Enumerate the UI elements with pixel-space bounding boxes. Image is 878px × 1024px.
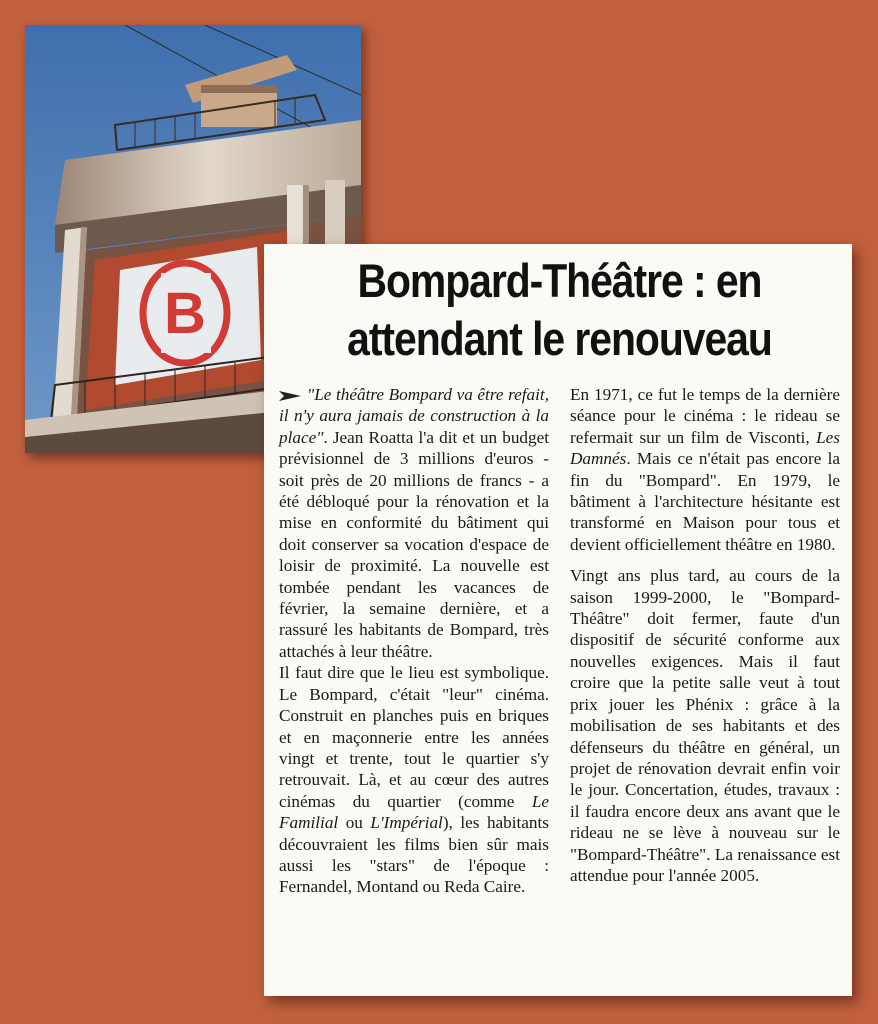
cinema-name-1: Le Familial: [279, 791, 549, 833]
paragraph-3: [570, 384, 840, 555]
paragraph-1: [279, 384, 549, 662]
sign-letter: B: [164, 281, 206, 346]
headline: [315, 252, 803, 368]
column-left: [279, 384, 549, 898]
paragraph-2-text-a: Il faut dire que le lieu est symbolique. Le Bompard, c'était "leur" cinéma. Construit en planches puis en briques et en maçonnerie entre les années vingt et trente, tout le quartier s'y retrouvait. Là, et au cœur des autres cinémas du quartier (comme: [279, 663, 549, 811]
newspaper-clipping: [264, 244, 852, 996]
paragraph-3-text-b: . Mais ce n'était pas encore la fin du "Bompard". En 1979, le bâtiment à l'architecture hésitante est transformé en Maison pour tous et devient officiellement théâtre en 1980.: [570, 449, 840, 554]
paragraph-1-text: . Jean Roatta l'a dit et un budget prévisionnel de 3 millions d'euros - soit près de 20 millions de francs - a été débloqué pour la rénovation et la mise en conformité du bâtiment qui doit conserver sa vocation d'espace de loisir de proximité. La nouvelle est tombée pendant les vacances de février, la semaine dernière, et a rassuré les habitants de Bompard, très attachés à leur théâtre.: [279, 427, 549, 661]
lead-quote: "Le théâtre Bompard va être refait, il n'y aura jamais de construction à la place": [279, 385, 549, 447]
arrow-bullet-icon: [279, 391, 301, 401]
cinema-name-2: L'Impérial: [370, 813, 443, 833]
paragraph-2: [279, 662, 549, 897]
headline-line-2: attendant le renouveau: [347, 312, 772, 365]
paragraph-2-text-b: ou: [338, 813, 371, 833]
article-body: [279, 384, 840, 898]
paragraph-2-text-c: ), les habitants découvraient les films bien sûr mais aussi les "stars" de l'époque : Fernandel, Montand ou Reda Caire.: [279, 813, 549, 897]
paragraph-4: Vingt ans plus tard, au cours de la saison 1999-2000, le "Bompard-Théâtre" doit fermer, faute d'un dispositif de sécurité conforme aux nouvelles exigences. Mais il faut croire que la petite salle veut à tout prix jouer les Phénix : grâce à la mobilisation de ses habitants et des défenseurs du théâtre en général, un projet de rénovation devrait enfin voir le jour. Concertation, études, travaux : il faudra encore deux ans avant que le rideau ne se lève à nouveau sur le "Bompard-Théâtre". La renaissance est attendue pour l'année 2005.: [570, 566, 840, 885]
column-right: [570, 384, 840, 898]
headline-line-1: Bompard-Théâtre : en: [357, 254, 762, 307]
paragraph-3-text-a: En 1971, ce fut le temps de la dernière séance pour le cinéma : le rideau se refermait sur un film de Visconti,: [570, 385, 840, 447]
film-title: Les Damnés: [570, 427, 840, 469]
